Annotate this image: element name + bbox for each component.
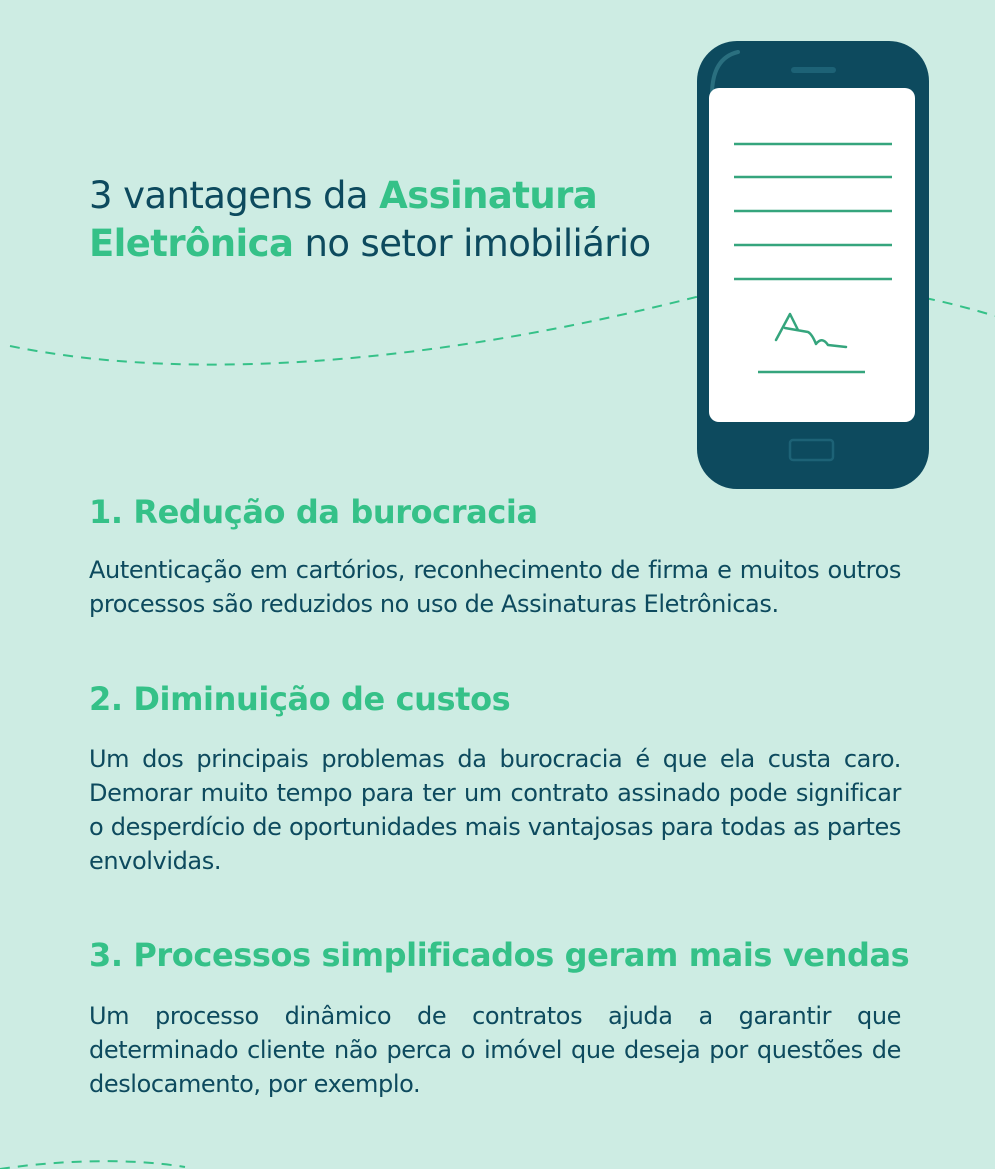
title-highlight-eletronica: Eletrônica xyxy=(89,222,294,265)
title-suffix: no setor imobiliário xyxy=(293,222,651,265)
page-title xyxy=(89,172,689,268)
title-prefix: 3 vantagens da xyxy=(89,174,380,217)
section-heading: 3. Processos simplificados geram mais vendas xyxy=(89,936,910,974)
title-highlight-assinatura: Assinatura xyxy=(379,174,598,217)
phone-speaker xyxy=(791,67,836,73)
section-heading: 1. Redução da burocracia xyxy=(89,493,538,531)
section-body: Autenticação em cartórios, reconhecimento de firma e muitos outros processos são reduzidos no uso de Assinaturas Eletrônicas. xyxy=(89,556,901,618)
section-heading: 2. Diminuição de custos xyxy=(89,680,511,718)
section-body: Um processo dinâmico de contratos ajuda a garantir que determinado cliente não perca o imóvel que deseja por questões de deslocamento, por exemplo. xyxy=(89,1002,901,1098)
section-body: Um dos principais problemas da burocracia é que ela custa caro. Demorar muito tempo para ter um contrato assinado pode significar o desperdício de oportunidades mais vantajosas para todas as partes envolvidas. xyxy=(89,745,901,875)
